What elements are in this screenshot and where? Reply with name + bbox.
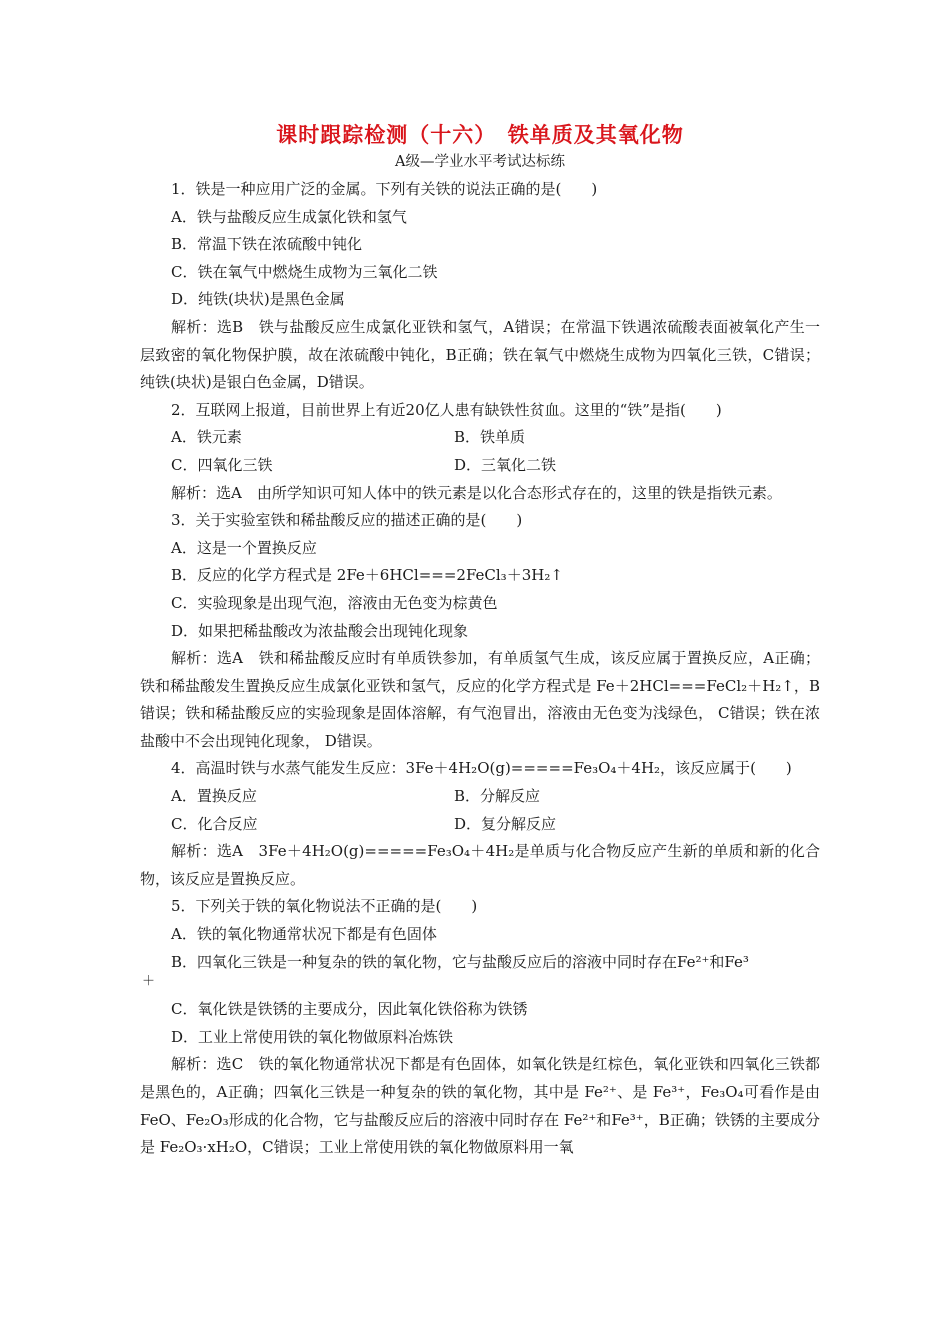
analysis-text: 解析：选A 由所学知识可知人体中的铁元素是以化合态形式存在的，这里的铁是指铁元素。	[171, 483, 782, 502]
option-c: C．氧化铁是铁锈的主要成分，因此氧化铁俗称为铁锈	[171, 1000, 528, 1019]
option-d: D．复分解反应	[454, 814, 557, 833]
option-c: C．化合反应	[171, 814, 258, 833]
option-a: A．铁与盐酸反应生成氯化铁和氢气	[171, 207, 407, 226]
option-a: A．置换反应	[171, 787, 257, 806]
options-row	[140, 811, 820, 839]
question-stem: 2．互联网上报道，目前世界上有近20亿人患有缺铁性贫血。这里的“铁”是指( )	[171, 400, 722, 419]
option-d: D．纯铁(块状)是黑色金属	[171, 290, 345, 309]
question-3	[140, 507, 820, 755]
question-stem: 4．高温时铁与水蒸气能发生反应：3Fe＋4H₂O(g)=====Fe₃O₄＋4H₂，该反应属于( )	[171, 759, 792, 778]
document-page	[140, 118, 820, 1162]
question-2	[140, 397, 820, 507]
option-a: A．这是一个置换反应	[171, 538, 317, 557]
question-1	[140, 176, 820, 397]
option-b-continuation: ＋	[142, 974, 156, 990]
option-d: D．如果把稀盐酸改为浓盐酸会出现钝化现象	[171, 621, 469, 640]
option-c: C．铁在氧气中燃烧生成物为三氧化二铁	[171, 262, 438, 281]
analysis-text: 解析：选C 铁的氧化物通常状况下都是有色固体，如氧化铁是红棕色，氧化亚铁和四氧化三铁都是黑色的，A正确；四氧化三铁是一种复杂的铁的氧化物，其中是 Fe²⁺、是 Fe³⁺，Fe₃O₄可看作是由FeO、Fe₂O₃形成的化合物，它与盐酸反应后的溶液中同时存在 Fe²⁺和Fe³⁺，B正确；铁锈的主要成分是 Fe₂O₃·xH₂O，C错误；工业上常使用铁的氧化物做原料用一氧	[140, 1055, 820, 1157]
question-stem: 1．铁是一种应用广泛的金属。下列有关铁的说法正确的是( )	[171, 180, 598, 198]
option-b: B．四氧化三铁是一种复杂的铁的氧化物，它与盐酸反应后的溶液中同时存在Fe²⁺和Fe³	[171, 952, 749, 971]
section-subtitle: A级—学业水平考试达标练	[395, 154, 565, 170]
option-b: B．铁单质	[454, 428, 526, 447]
analysis-text: 解析：选B 铁与盐酸反应生成氯化亚铁和氢气，A错误；在常温下铁遇浓硫酸表面被氧化产生一层致密的氧化物保护膜，故在浓硫酸中钝化，B正确；铁在氧气中燃烧生成物为四氧化三铁，C错误；纯铁(块状)是银白色金属，D错误。	[140, 317, 820, 392]
question-stem: 5．下列关于铁的氧化物说法不正确的是( )	[171, 897, 478, 916]
option-d: D．工业上常使用铁的氧化物做原料冶炼铁	[171, 1027, 454, 1046]
question-4	[140, 755, 820, 893]
option-a: A．铁的氧化物通常状况下都是有色固体	[171, 925, 437, 944]
option-b: B．分解反应	[454, 787, 541, 806]
question-stem: 3．关于实验室铁和稀盐酸反应的描述正确的是( )	[171, 511, 523, 530]
analysis-text: 解析：选A 3Fe＋4H₂O(g)=====Fe₃O₄＋4H₂是单质与化合物反应产生新的单质和新的化合物，该反应是置换反应。	[140, 842, 820, 888]
page-title: 课时跟踪检测（十六） 铁单质及其氧化物	[276, 123, 684, 147]
option-b: B．反应的化学方程式是 2Fe＋6HCl===2FeCl₃＋3H₂↑	[171, 566, 563, 585]
options-row	[140, 424, 820, 452]
option-a: A．铁元素	[171, 428, 242, 447]
option-c: C．实验现象是出现气泡，溶液由无色变为棕黄色	[171, 593, 498, 612]
option-c: C．四氧化三铁	[171, 455, 273, 474]
options-row	[140, 783, 820, 811]
option-b: B．常温下铁在浓硫酸中钝化	[171, 235, 363, 254]
options-row	[140, 452, 820, 480]
analysis-text: 解析：选A 铁和稀盐酸反应时有单质铁参加，有单质氢气生成，该反应属于置换反应，A正确；铁和稀盐酸发生置换反应生成氯化亚铁和氢气，反应的化学方程式是 Fe＋2HCl===FeCl₂＋H₂↑，B错误；铁和稀盐酸反应的实验现象是固体溶解，有气泡冒出，溶液由无色变为浅绿色， C错误；铁在浓盐酸中不会出现钝化现象， D错误。	[140, 649, 820, 750]
question-5	[140, 893, 820, 1161]
option-d: D．三氧化二铁	[454, 455, 557, 474]
